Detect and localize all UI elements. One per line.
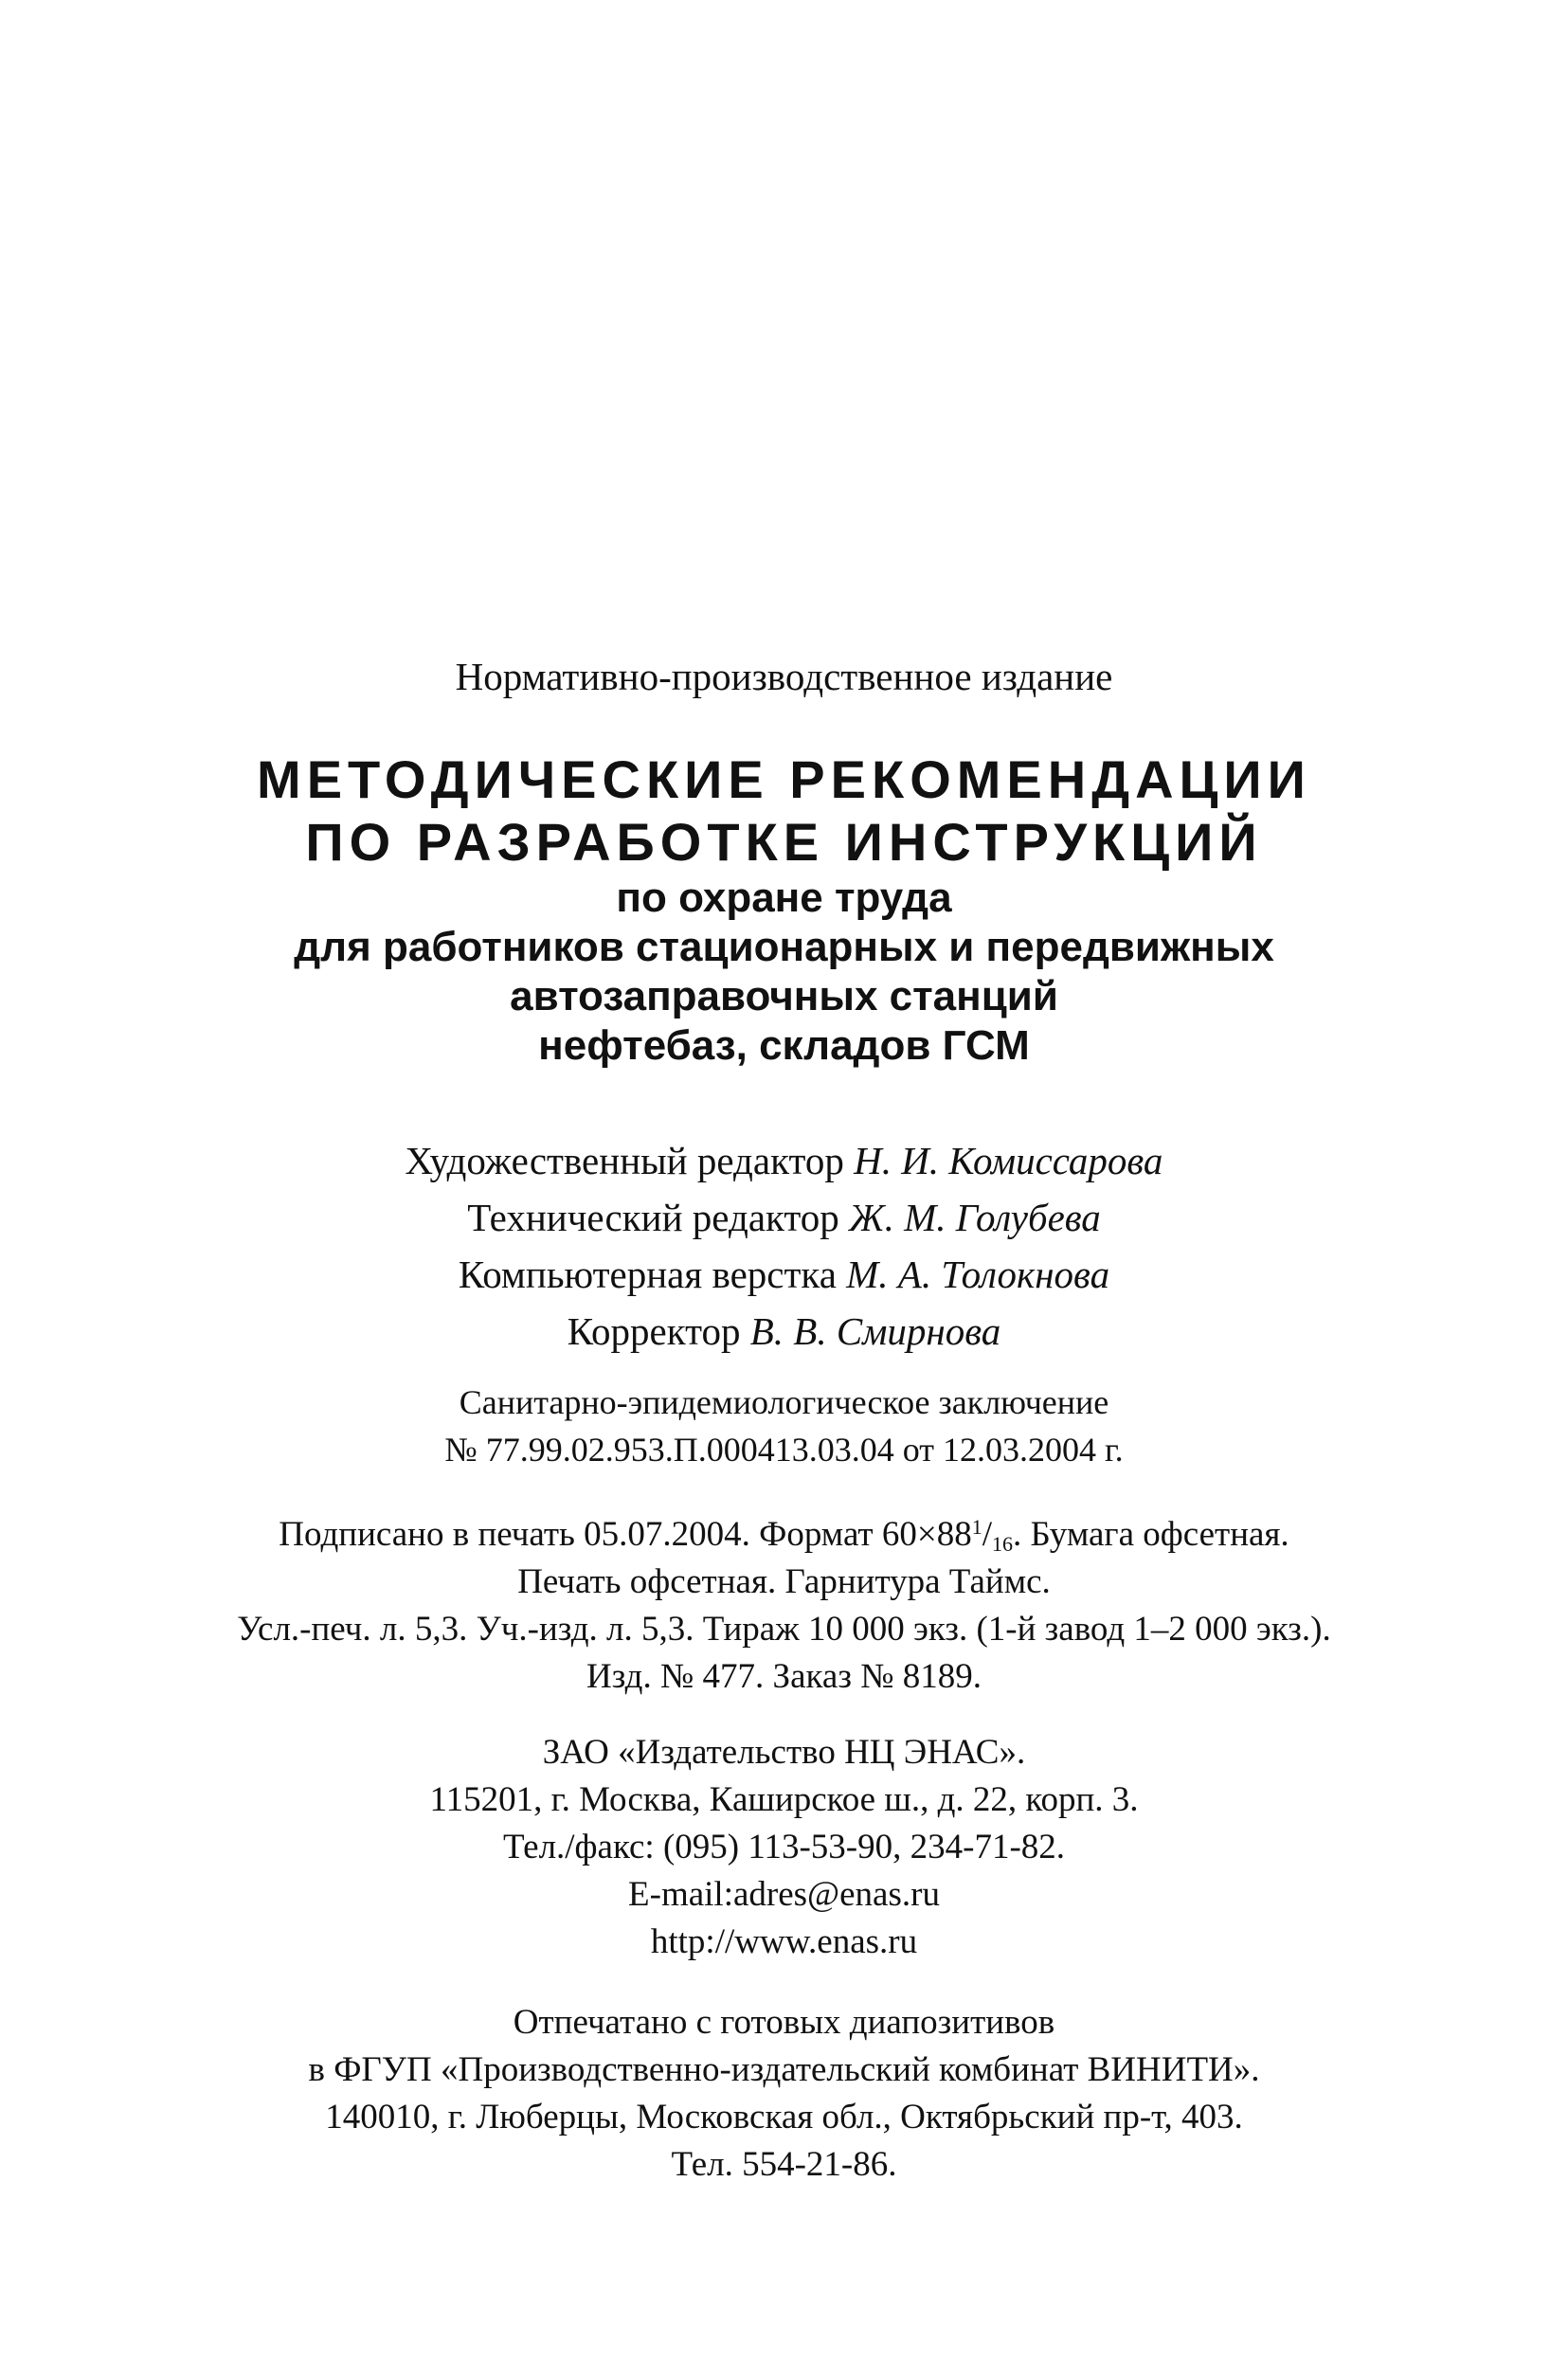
edition-type: Нормативно-производственное издание [455,655,1113,698]
credit-name: Н. И. Комиссарова [854,1139,1163,1182]
credit-name: Ж. М. Голубева [849,1196,1101,1239]
print-format-prefix: Подписано в печать 05.07.2004. Формат 60×88 [279,1515,972,1554]
format-fraction-denominator: 16 [991,1532,1013,1556]
sanitary-conclusion [0,1379,1568,1473]
sanitary-line-2: № 77.99.02.953.П.000413.03.04 от 12.03.2004 г. [444,1431,1124,1469]
printer-address: 140010, г. Люберцы, Московская обл., Октябрьский пр-т, 403. [325,2098,1243,2137]
credit-art-editor [0,1132,1568,1189]
credits-block [0,1132,1568,1360]
credit-name: В. В. Смирнова [749,1309,1001,1353]
publisher-address: 115201, г. Москва, Каширское ш., д. 22, корп. 3. [429,1780,1139,1819]
credit-role: Технический редактор [467,1196,839,1239]
print-format-suffix: . Бумага офсетная. [1012,1515,1289,1554]
print-info-line-4: Изд. № 477. Заказ № 8189. [586,1657,982,1696]
format-fraction-numerator: 1 [971,1515,982,1539]
publisher-phone: Тел./факс: (095) 113-53-90, 234-71-82. [502,1828,1066,1866]
print-info [0,1511,1568,1701]
credit-role: Корректор [567,1309,741,1353]
printer-line-1: Отпечатано с готовых диапозитивов [513,2003,1055,2042]
publisher-email: E-mail:adres@enas.ru [628,1875,940,1914]
printer-phone: Тел. 554-21-86. [671,2145,897,2184]
print-info-line-2: Печать офсетная. Гарнитура Таймс. [517,1562,1051,1601]
printer-info [0,1999,1568,2189]
print-info-line-1 [0,1511,1568,1559]
print-info-line-3: Усл.-печ. л. 5,3. Уч.-изд. л. 5,3. Тираж 10 000 экз. (1-й завод 1–2 000 экз.). [237,1610,1331,1649]
credit-name: М. А. Толокнова [846,1253,1110,1296]
title-line-6: нефтебаз, складов ГСМ [538,1022,1030,1069]
printer-line-2: в ФГУП «Производственно-издательский комбинат ВИНИТИ». [308,2050,1260,2089]
title-line-1: МЕТОДИЧЕСКИЕ РЕКОМЕНДАЦИИ [257,749,1311,809]
book-title [0,748,1568,1071]
format-fraction-separator: / [982,1515,992,1554]
title-line-2: ПО РАЗРАБОТКЕ ИНСТРУКЦИЙ [305,812,1263,872]
credit-tech-editor [0,1189,1568,1246]
credit-layout [0,1246,1568,1303]
title-line-3: по охране труда [616,874,952,921]
sanitary-line-1: Санитарно-эпидемиологическое заключение [459,1383,1109,1421]
publisher-name: ЗАО «Издательство НЦ ЭНАС». [542,1733,1026,1772]
credit-proofreader [0,1303,1568,1360]
publisher-info [0,1729,1568,1966]
publisher-website: http://www.enas.ru [650,1922,918,1961]
credit-role: Компьютерная верстка [458,1253,837,1296]
title-line-5: автозаправочных станций [510,973,1058,1019]
credit-role: Художественный редактор [405,1139,844,1182]
title-line-4: для работников стационарных и передвижных [294,924,1274,970]
